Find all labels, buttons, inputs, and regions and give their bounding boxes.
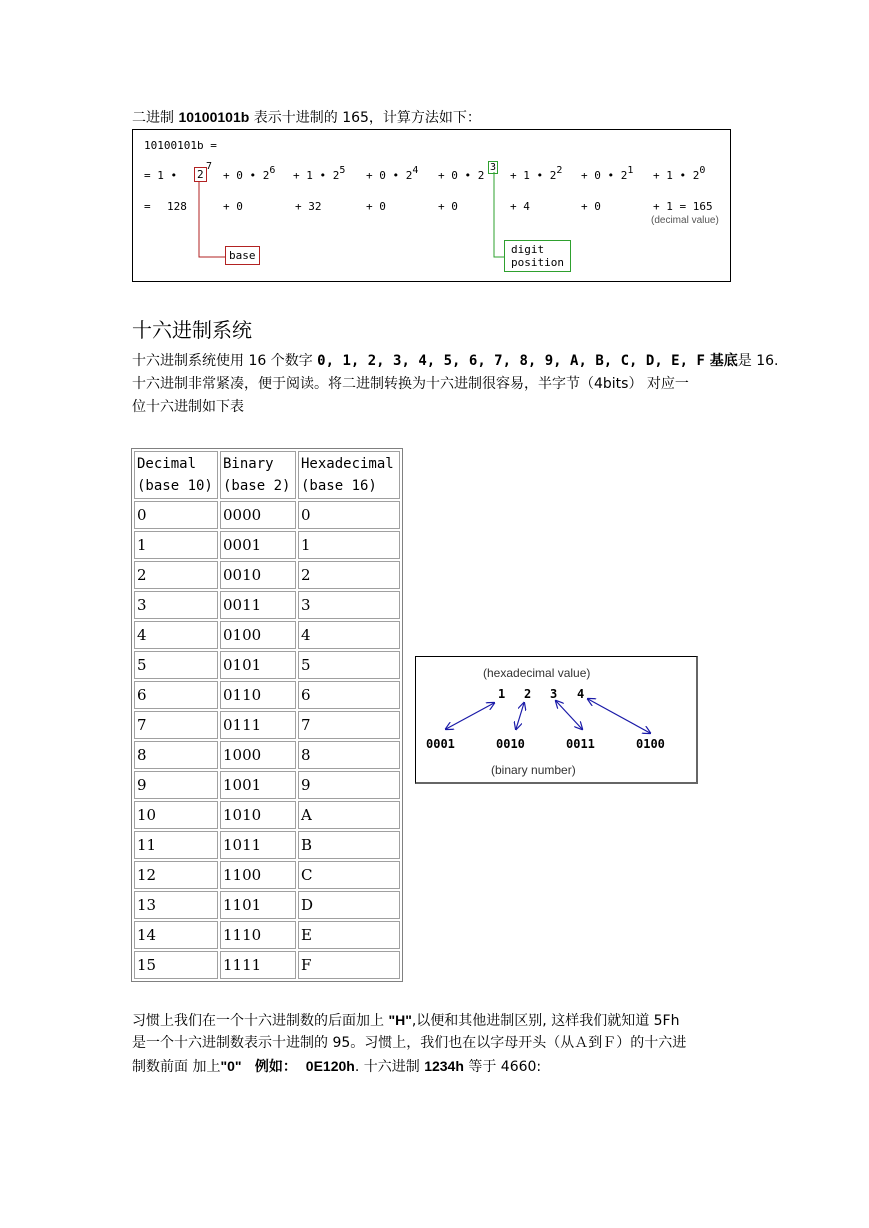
cell-hex: C [298, 861, 400, 889]
cell-binary: 1010 [220, 801, 296, 829]
cell-binary: 0111 [220, 711, 296, 739]
footer-l3-text-b: . 十六进制 [354, 1059, 425, 1075]
footer-l1-text-b: ,以便和其他进制区别, 这样我们就知道 5Fh [411, 1013, 680, 1029]
section-para-3: 位十六进制如下表 [132, 399, 244, 415]
para1-base-word: 基底 [704, 353, 738, 369]
cell-hex: 8 [298, 741, 400, 769]
intro-text-after: 表示十进制的 165，计算方法如下： [249, 110, 481, 126]
cell-hex: 0 [298, 501, 400, 529]
table-row [134, 561, 400, 589]
hex-digit-2: 2 [524, 687, 532, 701]
base-highlight: 2 [194, 167, 207, 182]
calc-exp-7: 7 [206, 161, 213, 172]
cell-binary: 1001 [220, 771, 296, 799]
calc-value-b: + 0 [366, 200, 386, 213]
table-row [134, 711, 400, 739]
footer-line-2: 是一个十六进制数表示十进制的 95。习惯上，我们也在以字母开头（从Ａ到Ｆ）的十六进 [132, 1035, 687, 1051]
cell-hex: 9 [298, 771, 400, 799]
table-row [134, 921, 400, 949]
footer-h-suffix: "H" [388, 1012, 412, 1028]
section-para-2: 十六进制非常紧凑，便于阅读。将二进制转换为十六进制很容易，半字节（4bits） 对应一 [132, 376, 689, 392]
callout-lines [133, 130, 732, 283]
cell-decimal: 9 [134, 771, 218, 799]
header-binary: Binary (base 2) [220, 451, 296, 499]
cell-hex: 5 [298, 651, 400, 679]
cell-hex: A [298, 801, 400, 829]
table-row [134, 591, 400, 619]
calc-term-0: = 1 • [144, 169, 178, 182]
cell-hex: 4 [298, 621, 400, 649]
digit-position-callout [504, 240, 571, 272]
table-row [134, 831, 400, 859]
calc-value-eq: = [144, 200, 151, 213]
hex-digit-3: 3 [550, 687, 558, 701]
table-row [134, 771, 400, 799]
cell-hex: E [298, 921, 400, 949]
nibble-0011: 0011 [566, 737, 595, 751]
cell-decimal: 13 [134, 891, 218, 919]
calc-value-a: + 0 [223, 200, 243, 213]
cell-hex: 3 [298, 591, 400, 619]
calc-value-d: + 0 [581, 200, 601, 213]
hex-value-label: (hexadecimal value) [483, 666, 591, 680]
calc-term-7: + 1 • $2^0$ [653, 165, 706, 182]
cell-binary: 0000 [220, 501, 296, 529]
cell-decimal: 6 [134, 681, 218, 709]
decimal-value-label: (decimal value) [651, 215, 719, 226]
cell-decimal: 2 [134, 561, 218, 589]
nibble-0010: 0010 [496, 737, 525, 751]
cell-decimal: 4 [134, 621, 218, 649]
cell-hex: 6 [298, 681, 400, 709]
cell-decimal: 7 [134, 711, 218, 739]
table-row [134, 891, 400, 919]
digit-position-highlight: 3 [490, 162, 497, 173]
calc-term-5: + 1 • $2^2$ [510, 165, 563, 182]
hex-digit-1: 1 [498, 687, 506, 701]
footer-hex-1234h: 1234h [424, 1058, 464, 1074]
cell-decimal: 1 [134, 531, 218, 559]
calc-value-4: + 4 [510, 200, 530, 213]
nibble-0001: 0001 [426, 737, 455, 751]
cell-decimal: 3 [134, 591, 218, 619]
intro-line [132, 106, 481, 130]
footer-example-value: 0E120h [305, 1058, 355, 1074]
nibble-hex-figure [415, 656, 698, 784]
binary-calc-figure [132, 129, 731, 282]
cell-hex: 2 [298, 561, 400, 589]
base-callout: base [225, 246, 260, 265]
table-row [134, 861, 400, 889]
hex-conversion-table [131, 448, 403, 982]
footer-l1-text-a: 习惯上我们在一个十六进制数的后面加上 [132, 1013, 389, 1029]
table-row [134, 741, 400, 769]
cell-binary: 0010 [220, 561, 296, 589]
hex-digit-4: 4 [577, 687, 585, 701]
cell-binary: 1011 [220, 831, 296, 859]
table-header-row [134, 451, 400, 499]
calc-value-c: + 0 [438, 200, 458, 213]
calc-term-1: + 0 • $2^6$ [223, 165, 276, 182]
calc-value-total: + 1 = 165 [653, 200, 713, 213]
header-hexadecimal: Hexadecimal (base 16) [298, 451, 400, 499]
cell-hex: 7 [298, 711, 400, 739]
calc-term-3: + 0 • $2^4$ [366, 165, 419, 182]
binary-number-label: (binary number) [491, 763, 576, 777]
cell-binary: 0011 [220, 591, 296, 619]
cell-binary: 1100 [220, 861, 296, 889]
table-row [134, 651, 400, 679]
cell-binary: 0101 [220, 651, 296, 679]
calc-term-6: + 0 • $2^1$ [581, 165, 634, 182]
table-row [134, 951, 400, 979]
cell-decimal: 15 [134, 951, 218, 979]
calc-term-4: + 0 • 2 [438, 169, 485, 182]
intro-text-before: 二进制 [132, 110, 179, 126]
position-label: position [511, 256, 564, 269]
table-row [134, 531, 400, 559]
cell-binary: 1101 [220, 891, 296, 919]
table-row [134, 681, 400, 709]
cell-decimal: 8 [134, 741, 218, 769]
cell-hex: B [298, 831, 400, 859]
cell-decimal: 12 [134, 861, 218, 889]
cell-decimal: 11 [134, 831, 218, 859]
cell-binary: 0001 [220, 531, 296, 559]
calc-value-32: + 32 [295, 200, 322, 213]
cell-binary: 0110 [220, 681, 296, 709]
footer-line-1 [132, 1009, 679, 1033]
cell-decimal: 14 [134, 921, 218, 949]
cell-binary: 1110 [220, 921, 296, 949]
cell-decimal: 0 [134, 501, 218, 529]
footer-l3-text-c: 等于 4660: [463, 1059, 542, 1075]
cell-binary: 1111 [220, 951, 296, 979]
table-row [134, 501, 400, 529]
calc-header: 10100101b = [144, 139, 217, 152]
hex-digit-list: 0, 1, 2, 3, 4, 5, 6, 7, 8, 9, A, B, C, D, E, F [317, 353, 705, 369]
cell-decimal: 10 [134, 801, 218, 829]
footer-zero-prefix: "0" [220, 1058, 242, 1074]
section-title: 十六进制系统 [132, 318, 252, 342]
table-row [134, 621, 400, 649]
footer-line-3 [132, 1055, 541, 1079]
table-row [134, 801, 400, 829]
cell-binary: 0100 [220, 621, 296, 649]
cell-decimal: 5 [134, 651, 218, 679]
nibble-0100: 0100 [636, 737, 665, 751]
cell-hex: F [298, 951, 400, 979]
calc-value-128: 128 [167, 200, 187, 213]
section-para-1 [132, 350, 779, 373]
footer-l3-text-a: 制数前面 加上 [132, 1059, 221, 1075]
para1-text-a: 十六进制系统使用 16 个数字 [132, 353, 318, 369]
para1-text-c: 是 16. [737, 353, 779, 369]
header-decimal: Decimal (base 10) [134, 451, 218, 499]
cell-hex: 1 [298, 531, 400, 559]
footer-example-label: 例如： [254, 1059, 297, 1075]
intro-binary-number: 10100101b [178, 109, 250, 125]
cell-binary: 1000 [220, 741, 296, 769]
digit-label: digit [511, 243, 545, 256]
calc-term-2: + 1 • $2^5$ [293, 165, 346, 182]
cell-hex: D [298, 891, 400, 919]
